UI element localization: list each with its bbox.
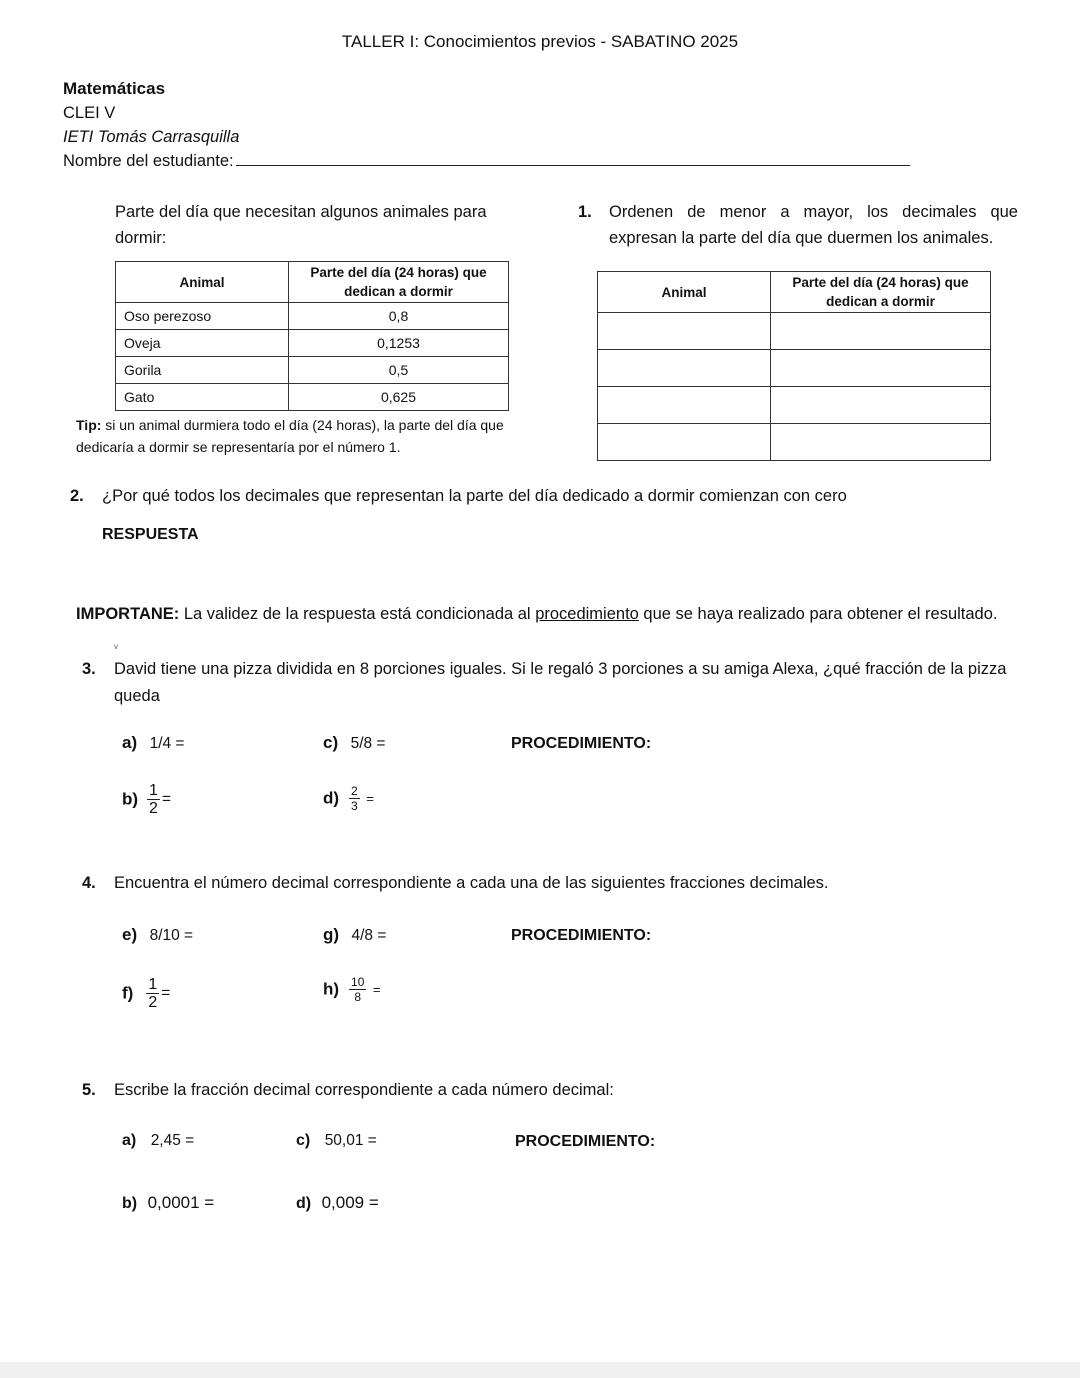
tip-note: [76, 414, 516, 458]
q3-item-a: [122, 733, 184, 753]
fraction-denominator: 2: [148, 994, 158, 1011]
answer-cell[interactable]: [771, 350, 991, 387]
answer-cell[interactable]: [771, 424, 991, 461]
q3-procedure-label: PROCEDIMIENTO:: [511, 735, 652, 752]
equals-sign: =: [161, 790, 172, 808]
q4-item-f-fraction: [146, 976, 159, 1011]
table-cell-animal: Oveja: [116, 330, 289, 357]
q3-item-d-label: d): [323, 788, 340, 808]
table-cell-value: 0,5: [289, 357, 509, 384]
equals-sign: =: [372, 982, 381, 997]
q5-item-a-label: a): [122, 1132, 137, 1149]
student-name-line: [236, 151, 910, 166]
table-header-sleep: Parte del día (24 horas) que dedican a dormir: [771, 272, 991, 313]
question-1-number: 1.: [578, 203, 592, 221]
tip-label: Tip:: [76, 417, 102, 433]
question-5: [82, 1081, 614, 1100]
table-row: [598, 313, 991, 350]
question-4-number: 4.: [82, 874, 96, 892]
q5-item-b-label: b): [122, 1195, 138, 1212]
q5-item-b-text: 0,0001 =: [147, 1193, 215, 1212]
fraction-numerator: 1: [148, 976, 158, 993]
important-underlined: procedimiento: [535, 605, 639, 623]
important-label: IMPORTANE:: [76, 605, 180, 623]
q4-item-h-fraction: [349, 975, 366, 1004]
question-1-text: Ordenen de menor a mayor, los decimales que expresan la parte del día que duermen los animales.: [609, 203, 1018, 247]
q4-item-e-label: e): [122, 925, 138, 944]
q4-item-f-label: f): [122, 983, 134, 1003]
answer-cell[interactable]: [771, 387, 991, 424]
q4-procedure-label: PROCEDIMIENTO:: [511, 927, 652, 944]
question-3-text: David tiene una pizza dividida en 8 porciones iguales. Si le regaló 3 porciones a su amiga Alexa, ¿qué fracción de la pizza queda: [114, 660, 1007, 705]
q3-item-d-fraction: [349, 784, 360, 813]
fraction-numerator: 10: [351, 975, 365, 989]
q3-item-b-label: b): [122, 789, 139, 809]
q5-item-d-text: 0,009 =: [321, 1193, 379, 1212]
q3-item-a-text: 1/4 =: [149, 735, 185, 752]
table-row: [116, 303, 509, 330]
student-name-field: [63, 151, 910, 171]
question-2-number: 2.: [70, 487, 84, 505]
intro-text: Parte del día que necesitan algunos animales para dormir:: [115, 203, 487, 247]
question-1: [578, 199, 1018, 251]
school-name: IETI Tomás Carrasquilla: [63, 128, 240, 146]
q3-item-c-label: c): [323, 733, 339, 752]
q5-item-a-text: 2,45 =: [150, 1132, 195, 1149]
q3-item-c: [323, 733, 385, 753]
answer-cell[interactable]: [598, 313, 771, 350]
table-cell-value: 0,625: [289, 384, 509, 411]
table-header-animal: Animal: [598, 272, 771, 313]
table-cell-animal: Gato: [116, 384, 289, 411]
q3-item-b: [122, 782, 171, 817]
equals-sign: =: [161, 984, 171, 1002]
answer-label: RESPUESTA: [102, 526, 199, 543]
table-header-sleep: Parte del día (24 horas) que dedican a dormir: [289, 262, 509, 303]
q3-item-b-fraction: [147, 782, 160, 817]
question-2: [70, 487, 847, 506]
q4-item-g: [323, 925, 386, 945]
tick-mark: v: [114, 642, 118, 651]
q3-item-a-label: a): [122, 733, 138, 752]
fraction-numerator: 1: [149, 782, 158, 799]
q4-item-h-label: h): [323, 979, 340, 999]
q5-item-c-text: 50,01 =: [324, 1132, 377, 1149]
fraction-numerator: 2: [351, 784, 358, 798]
fraction-denominator: 2: [149, 800, 158, 817]
answer-cell[interactable]: [598, 350, 771, 387]
important-text-before: La validez de la respuesta está condicionada al: [179, 605, 536, 623]
table-cell-value: 0,1253: [289, 330, 509, 357]
subject-label: Matemáticas: [63, 79, 166, 98]
answer-cell[interactable]: [771, 313, 991, 350]
question-3-number: 3.: [82, 660, 96, 678]
table-header-row: [598, 272, 991, 313]
table-header-animal: Animal: [116, 262, 289, 303]
level-label: CLEI V: [63, 104, 116, 122]
question-3: [82, 656, 1022, 710]
table-cell-animal: Oso perezoso: [116, 303, 289, 330]
tip-text: si un animal durmiera todo el día (24 horas), la parte del día que dedicaría a dormir se representaría por el número 1.: [76, 417, 504, 455]
fraction-denominator: 8: [354, 990, 362, 1004]
table-cell-animal: Gorila: [116, 357, 289, 384]
answer-cell[interactable]: [598, 387, 771, 424]
question-5-number: 5.: [82, 1081, 96, 1099]
document-title: TALLER I: Conocimientos previos - SABATINO 2025: [341, 32, 739, 51]
q4-item-e-text: 8/10 =: [149, 927, 194, 944]
bottom-bar: [0, 1362, 1080, 1378]
table-row: [116, 330, 509, 357]
q3-item-c-text: 5/8 =: [350, 735, 386, 752]
animal-sleep-table: [115, 261, 509, 411]
question-4-text: Encuentra el número decimal correspondiente a cada una de las siguientes fracciones decimales.: [114, 874, 829, 892]
q4-item-g-text: 4/8 =: [351, 927, 387, 944]
answer-table: [597, 271, 991, 461]
q5-item-a: [122, 1132, 194, 1150]
question-5-text: Escribe la fracción decimal correspondiente a cada número decimal:: [114, 1081, 614, 1099]
table-cell-value: 0,8: [289, 303, 509, 330]
q5-item-c-label: c): [296, 1132, 311, 1149]
table-row: [598, 387, 991, 424]
q5-procedure-label: PROCEDIMIENTO:: [515, 1133, 656, 1150]
important-note: [76, 605, 998, 624]
equals-sign: =: [366, 791, 374, 806]
table-row: [598, 424, 991, 461]
q3-item-d: [323, 784, 374, 813]
important-text-after: que se haya realizado para obtener el resultado.: [638, 605, 998, 623]
question-2-text: ¿Por qué todos los decimales que representan la parte del día dedicado a dormir comienzan con cero: [102, 487, 847, 505]
q4-item-f: [122, 976, 170, 1011]
q4-item-h: [323, 975, 380, 1004]
q5-item-b: [122, 1193, 214, 1213]
q4-item-e: [122, 925, 193, 945]
question-4: [82, 874, 829, 893]
fraction-denominator: 3: [351, 799, 358, 813]
answer-cell[interactable]: [598, 424, 771, 461]
table-row: [598, 350, 991, 387]
q5-item-d: [296, 1193, 379, 1213]
table-row: [116, 357, 509, 384]
table-header-row: [116, 262, 509, 303]
q5-item-c: [296, 1132, 377, 1150]
q4-item-g-label: g): [323, 925, 340, 944]
q5-item-d-label: d): [296, 1195, 312, 1212]
student-name-label: Nombre del estudiante:: [63, 152, 234, 170]
table-row: [116, 384, 509, 411]
